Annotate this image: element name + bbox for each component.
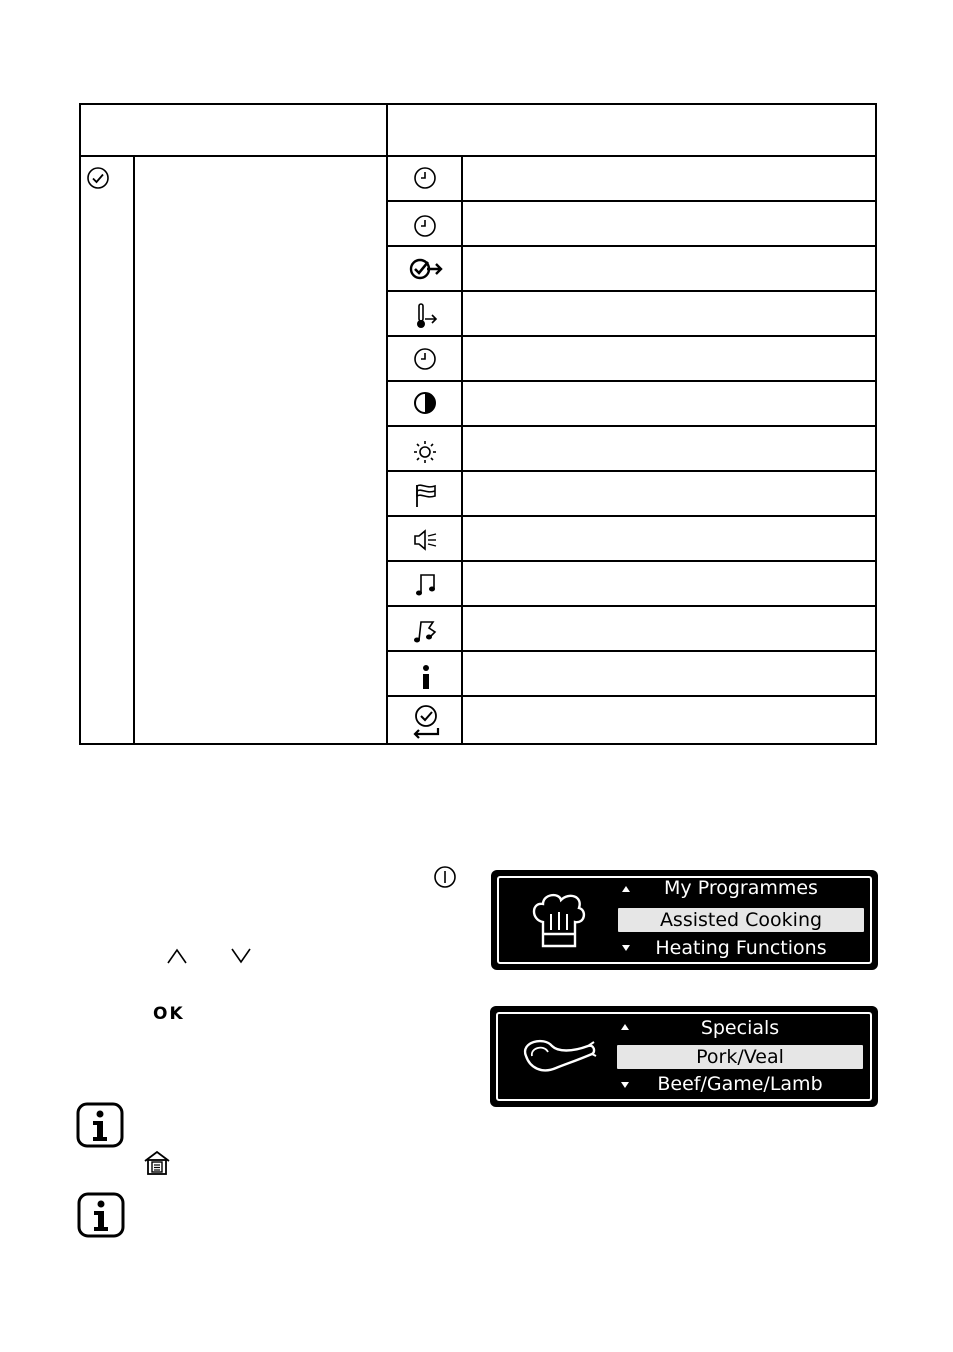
row-divider — [386, 515, 877, 517]
table-header-separator — [79, 155, 877, 157]
row-divider — [386, 380, 877, 382]
table-border-bottom — [79, 743, 877, 745]
row-divider — [386, 290, 877, 292]
info-note-icon — [77, 1192, 125, 1238]
up-arrow-icon[interactable] — [166, 946, 188, 966]
music-note-icon — [414, 572, 438, 598]
table-border-left — [79, 103, 81, 745]
row-divider — [386, 560, 877, 562]
music-notes-icon — [413, 618, 439, 644]
meat-chop-icon — [518, 1034, 598, 1078]
clock-icon — [413, 347, 437, 371]
row-divider — [386, 695, 877, 697]
info-note-icon — [76, 1102, 124, 1148]
menu-item-assisted-cooking-selected[interactable]: Assisted Cooking — [618, 908, 864, 932]
info-icon — [419, 664, 433, 690]
row-divider — [386, 245, 877, 247]
half-circle-contrast-icon — [413, 391, 437, 415]
menu-item-pork-veal-selected[interactable]: Pork/Veal — [617, 1045, 863, 1069]
row-divider — [386, 335, 877, 337]
flag-icon — [414, 483, 438, 509]
speaker-icon — [413, 528, 439, 552]
home-menu-icon — [143, 1150, 171, 1176]
chef-hat-icon — [529, 890, 589, 952]
display-main-menu — [493, 872, 876, 968]
clock-icon — [413, 166, 437, 190]
row-divider — [386, 470, 877, 472]
menu-item-heating-functions[interactable]: Heating Functions — [655, 937, 827, 959]
sun-brightness-icon — [413, 440, 437, 464]
settings-table — [79, 103, 877, 745]
row-divider — [386, 650, 877, 652]
clock-icon — [413, 214, 437, 238]
row-divider — [386, 200, 877, 202]
display-specials-menu — [492, 1008, 876, 1105]
table-column-divider-icons — [461, 155, 463, 745]
row-divider — [386, 605, 877, 607]
down-arrow-icon[interactable] — [230, 946, 252, 966]
table-border-top — [79, 103, 877, 105]
table-column-divider-left — [133, 155, 135, 745]
check-circle-icon — [86, 166, 110, 190]
menu-item-beef-game-lamb[interactable]: Beef/Game/Lamb — [657, 1073, 823, 1095]
power-icon[interactable] — [433, 864, 457, 890]
menu-item-specials[interactable]: Specials — [700, 1017, 780, 1039]
check-arrow-icon — [409, 256, 445, 282]
menu-item-my-programmes[interactable]: My Programmes — [664, 877, 818, 899]
check-return-icon — [410, 704, 442, 740]
ok-button[interactable]: OK — [153, 1004, 185, 1024]
thermometer-arrow-icon — [414, 302, 440, 330]
row-divider — [386, 425, 877, 427]
